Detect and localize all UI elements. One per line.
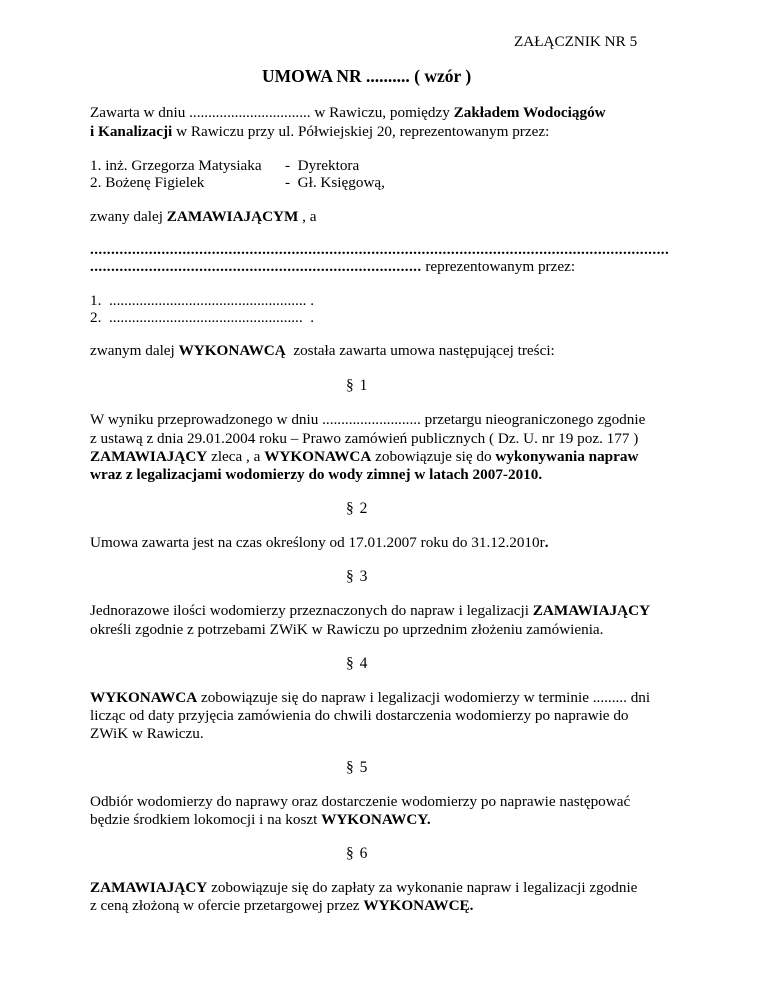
contractor-dots: ............................................................................... bbox=[90, 258, 422, 275]
contractor-suffix: została zawarta umowa następującej treści: bbox=[285, 342, 555, 359]
section-1-line-1: W wyniku przeprowadzonego w dniu .......................... przetargu nieograniczonego zgodnie bbox=[90, 411, 646, 428]
s1-contractor: WYKONAWCA bbox=[264, 448, 372, 465]
s6-text-2: z ceną złożoną w ofercie przetargowej przez bbox=[90, 897, 364, 914]
s4-text: zobowiązuje się do napraw i legalizacji wodomierzy w terminie ......... dni bbox=[197, 689, 651, 706]
ordering-party-line bbox=[90, 207, 317, 226]
section-1-mark: § 1 bbox=[346, 377, 369, 394]
s6-text: zobowiązuje się do zapłaty za wykonanie napraw i legalizacji zgodnie bbox=[207, 879, 638, 896]
intro-text: Zawarta w dniu ................................ w Rawiczu, pomiędzy bbox=[90, 104, 454, 121]
intro-text-cont: w Rawiczu przy ul. Półwiejskiej 20, reprezentowanym przez: bbox=[172, 123, 550, 140]
section-4-line-1 bbox=[90, 688, 650, 707]
ordering-suffix: , a bbox=[298, 208, 317, 225]
section-2-mark: § 2 bbox=[346, 500, 369, 517]
s5-text: będzie środkiem lokomocji i na koszt bbox=[90, 811, 322, 828]
s2-period: . bbox=[544, 534, 549, 551]
s5-contractor: WYKONAWCY. bbox=[321, 811, 431, 828]
section-5-mark: § 5 bbox=[346, 759, 369, 776]
section-3-mark: § 3 bbox=[346, 568, 369, 585]
contractor-placeholder-2 bbox=[90, 257, 575, 276]
s6-contractor: WYKONAWCĘ. bbox=[363, 897, 474, 914]
section-1-line-4: wraz z legalizacjami wodomierzy do wody zimnej w latach 2007-2010. bbox=[90, 466, 543, 483]
contract-title: UMOWA NR .......... ( wzór ) bbox=[262, 66, 472, 86]
contractor-placeholder-1: .......................................................................................................................................... bbox=[90, 241, 670, 258]
section-2-line-1 bbox=[90, 533, 548, 552]
company-name: Zakładem Wodociągów bbox=[453, 104, 606, 121]
section-4-line-3: ZWiK w Rawiczu. bbox=[90, 725, 204, 742]
s1-text-b: zobowiązuje się do bbox=[371, 448, 496, 465]
s3-text: Jednorazowe ilości wodomierzy przeznaczonych do napraw i legalizacji bbox=[90, 602, 533, 619]
section-4-mark: § 4 bbox=[346, 655, 369, 672]
intro-line-1 bbox=[90, 103, 606, 122]
contractor-prefix: zwanym dalej bbox=[90, 342, 179, 359]
attachment-label: ZAŁĄCZNIK NR 5 bbox=[514, 33, 638, 50]
section-5-line-1: Odbiór wodomierzy do naprawy oraz dostarczenie wodomierzy po naprawie następować bbox=[90, 793, 631, 810]
contractor-rep-label: reprezentowanym przez: bbox=[421, 258, 576, 275]
s3-ordering: ZAMAWIAJĄCY bbox=[532, 602, 651, 619]
representative-name-2: 2. Bożenę Figielek bbox=[90, 174, 205, 191]
intro-line-2 bbox=[90, 122, 549, 141]
representative-name-1: 1. inż. Grzegorza Matysiaka bbox=[90, 157, 262, 174]
s2-text: Umowa zawarta jest na czas określony od 17.01.2007 roku do 31.12.2010r bbox=[90, 534, 545, 551]
contractor-line bbox=[90, 341, 555, 360]
representative-role-2: - Gł. Księgową, bbox=[285, 174, 385, 191]
section-3-line-2: określi zgodnie z potrzebami ZWiK w Rawiczu po uprzednim złożeniu zamówienia. bbox=[90, 621, 604, 638]
contractor-rep-2: 2. ................................................... . bbox=[90, 309, 315, 326]
representative-role-1: - Dyrektora bbox=[285, 157, 360, 174]
section-1-line-2: z ustawą z dnia 29.01.2004 roku – Prawo zamówień publicznych ( Dz. U. nr 19 poz. 177 ) bbox=[90, 430, 639, 447]
section-3-line-1 bbox=[90, 601, 650, 620]
section-4-line-2: licząc od daty przyjęcia zamówienia do chwili dostarczenia wodomierzy po naprawie do bbox=[90, 707, 629, 724]
section-5-line-2 bbox=[90, 810, 431, 829]
s1-scope: wykonywania napraw bbox=[495, 448, 639, 465]
section-6-mark: § 6 bbox=[346, 845, 369, 862]
section-1-line-3 bbox=[90, 447, 638, 466]
s6-ordering: ZAMAWIAJĄCY bbox=[90, 879, 208, 896]
s1-ordering: ZAMAWIAJĄCY bbox=[90, 448, 208, 465]
section-6-line-2 bbox=[90, 896, 473, 915]
company-name-cont: i Kanalizacji bbox=[90, 123, 173, 140]
s1-text-a: zleca , a bbox=[207, 448, 265, 465]
ordering-party: ZAMAWIAJĄCYM bbox=[166, 208, 299, 225]
section-6-line-1 bbox=[90, 878, 637, 897]
s4-contractor: WYKONAWCA bbox=[90, 689, 198, 706]
ordering-prefix: zwany dalej bbox=[90, 208, 167, 225]
contractor-party: WYKONAWCĄ bbox=[178, 342, 286, 359]
contractor-rep-1: 1. .................................................... . bbox=[90, 292, 315, 309]
